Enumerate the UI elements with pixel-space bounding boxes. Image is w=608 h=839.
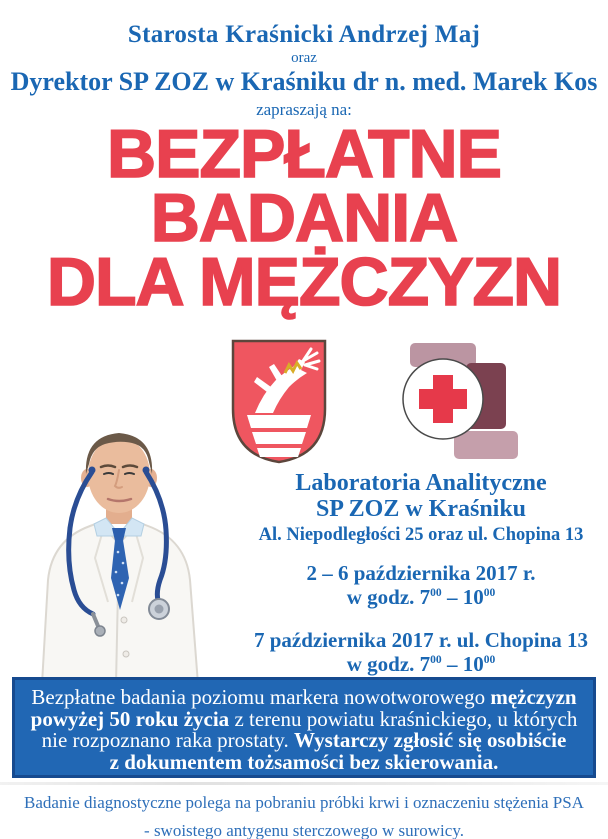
banner-line-2: powyżej 50 roku życia z terenu powiatu kraśnickiego, u których	[30, 706, 578, 731]
spzoz-red-cross-logo-icon	[398, 335, 524, 467]
inviter-2: Dyrektor SP ZOZ w Kraśniku dr n. med. Marek Kos	[10, 67, 598, 96]
info-column	[238, 470, 604, 676]
location-name-line-2: SP ZOZ w Kraśniku	[315, 496, 527, 522]
schedule-1-hours: w godz. $7^{00} - 10^{00}$	[346, 585, 496, 609]
title-line-3: DLA MĘŻCZYZN	[46, 244, 562, 320]
title-line-1: BEZPŁATNE	[107, 116, 501, 192]
inviter-1: Starosta Kraśnicki Andrzej Maj	[127, 21, 481, 48]
location-name-line-1: Laboratoria Analityczne	[295, 470, 547, 496]
schedule-entry-1	[238, 561, 604, 609]
title-line-2: BADANIA	[150, 180, 458, 256]
footer-line-1: Badanie diagnostyczne polega na pobraniu próbki krwi i oznaczeniu stężenia PSA	[24, 793, 584, 812]
invitation-text: zapraszają na:	[256, 100, 352, 119]
poster-title	[0, 116, 608, 320]
location-address: Al. Niepodległości 25 oraz ul. Chopina 13	[258, 525, 584, 545]
footer	[0, 793, 608, 839]
header	[0, 21, 608, 120]
schedule-2-date: 7 października 2017 r. ul. Chopina 13	[253, 628, 589, 652]
schedule-2-hours: w godz. $7^{00} - 10^{00}$	[346, 652, 496, 676]
schedule-1-date: 2 – 6 października 2017 r.	[306, 561, 536, 585]
krasnik-coat-of-arms-icon	[227, 335, 331, 467]
doctor-photo	[8, 412, 230, 684]
scan-artifact-line	[0, 782, 608, 785]
banner-line-3: nie rozpoznano raka prostaty. Wystarczy zgłosić się osobiście	[41, 728, 567, 752]
banner-line-4: z dokumentem tożsamości bez skierowania.	[109, 749, 499, 774]
eligibility-banner	[12, 677, 596, 778]
schedule-entry-2	[238, 628, 604, 676]
banner-line-1: Bezpłatne badania poziomu markera nowotworowego mężczyzn	[31, 685, 577, 709]
footer-line-2: - swoistego antygenu sterczowego w surowicy.	[144, 821, 464, 839]
conjunction-text: oraz	[291, 50, 317, 66]
